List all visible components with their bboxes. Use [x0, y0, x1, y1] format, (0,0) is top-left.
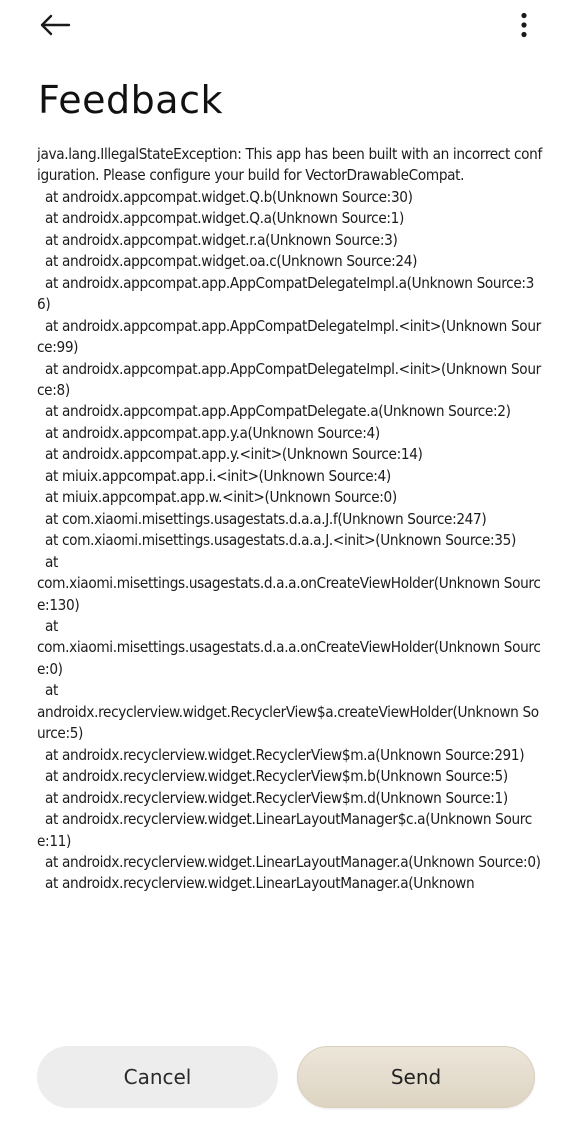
feedback-log-scroll[interactable]: [37, 144, 543, 1036]
top-bar: [0, 0, 574, 56]
page-title: Feedback: [38, 78, 223, 122]
more-vertical-icon: [520, 12, 528, 42]
send-button[interactable]: Send: [297, 1046, 535, 1108]
cancel-button[interactable]: Cancel: [37, 1046, 278, 1108]
arrow-left-icon: [39, 14, 71, 40]
stack-trace-text: java.lang.IllegalStateException: This app has been built with an incorrect configuration. Please configure your build for VectorDrawableCompat. at androidx.appcompat.widget.Q.b(Unknown Source:30) at androidx.appcompat.widget.Q.a(Unknown Source:1) at androidx.appcompat.widget.r.a(Unknown Source:3) at androidx.appcompat.widget.oa.c(Unknown Source:24) at androidx.appcompat.app.AppCompatDelegateImpl.a(Unknown Source:36) at androidx.appcompat.app.AppCompatDelegateImpl.<init>(Unknown Source:99) at androidx.appcompat.app.AppCompatDelegateImpl.<init>(Unknown Source:8) at androidx.appcompat.app.AppCompatDelegate.a(Unknown Source:2) at androidx.appcompat.app.y.a(Unknown Source:4) at androidx.appcompat.app.y.<init>(Unknown Source:14) at miuix.appcompat.app.i.<init>(Unknown Source:4) at miuix.appcompat.app.w.<init>(Unknown Source:0) at com.xiaomi.misettings.usagestats.d.a.a.J.f(Unknown Source:247) at com.xiaomi.misettings.usagestats.d.a.a.J.<init>(Unknown Source:35) at com.xiaomi.misettings.usagestats.d.a.a.onCreateViewHolder(Unknown Source:130) at com.xiaomi.misettings.usagestats.d.a.a.onCreateViewHolder(Unknown Source:0) at androidx.recyclerview.widget.RecyclerView$a.createViewHolder(Unknown Source:5) at androidx.recyclerview.widget.RecyclerView$m.a(Unknown Source:291) at androidx.recyclerview.widget.RecyclerView$m.b(Unknown Source:5) at androidx.recyclerview.widget.RecyclerView$m.d(Unknown Source:1) at androidx.recyclerview.widget.LinearLayoutManager$c.a(Unknown Source:11) at androidx.recyclerview.widget.LinearLayoutManager.a(Unknown Source:0) at androidx.recyclerview.widget.LinearLayoutManager.a(Unknown: [37, 145, 542, 893]
more-options-button[interactable]: [506, 8, 542, 46]
back-button[interactable]: [32, 8, 78, 46]
action-bar: [0, 1036, 574, 1140]
